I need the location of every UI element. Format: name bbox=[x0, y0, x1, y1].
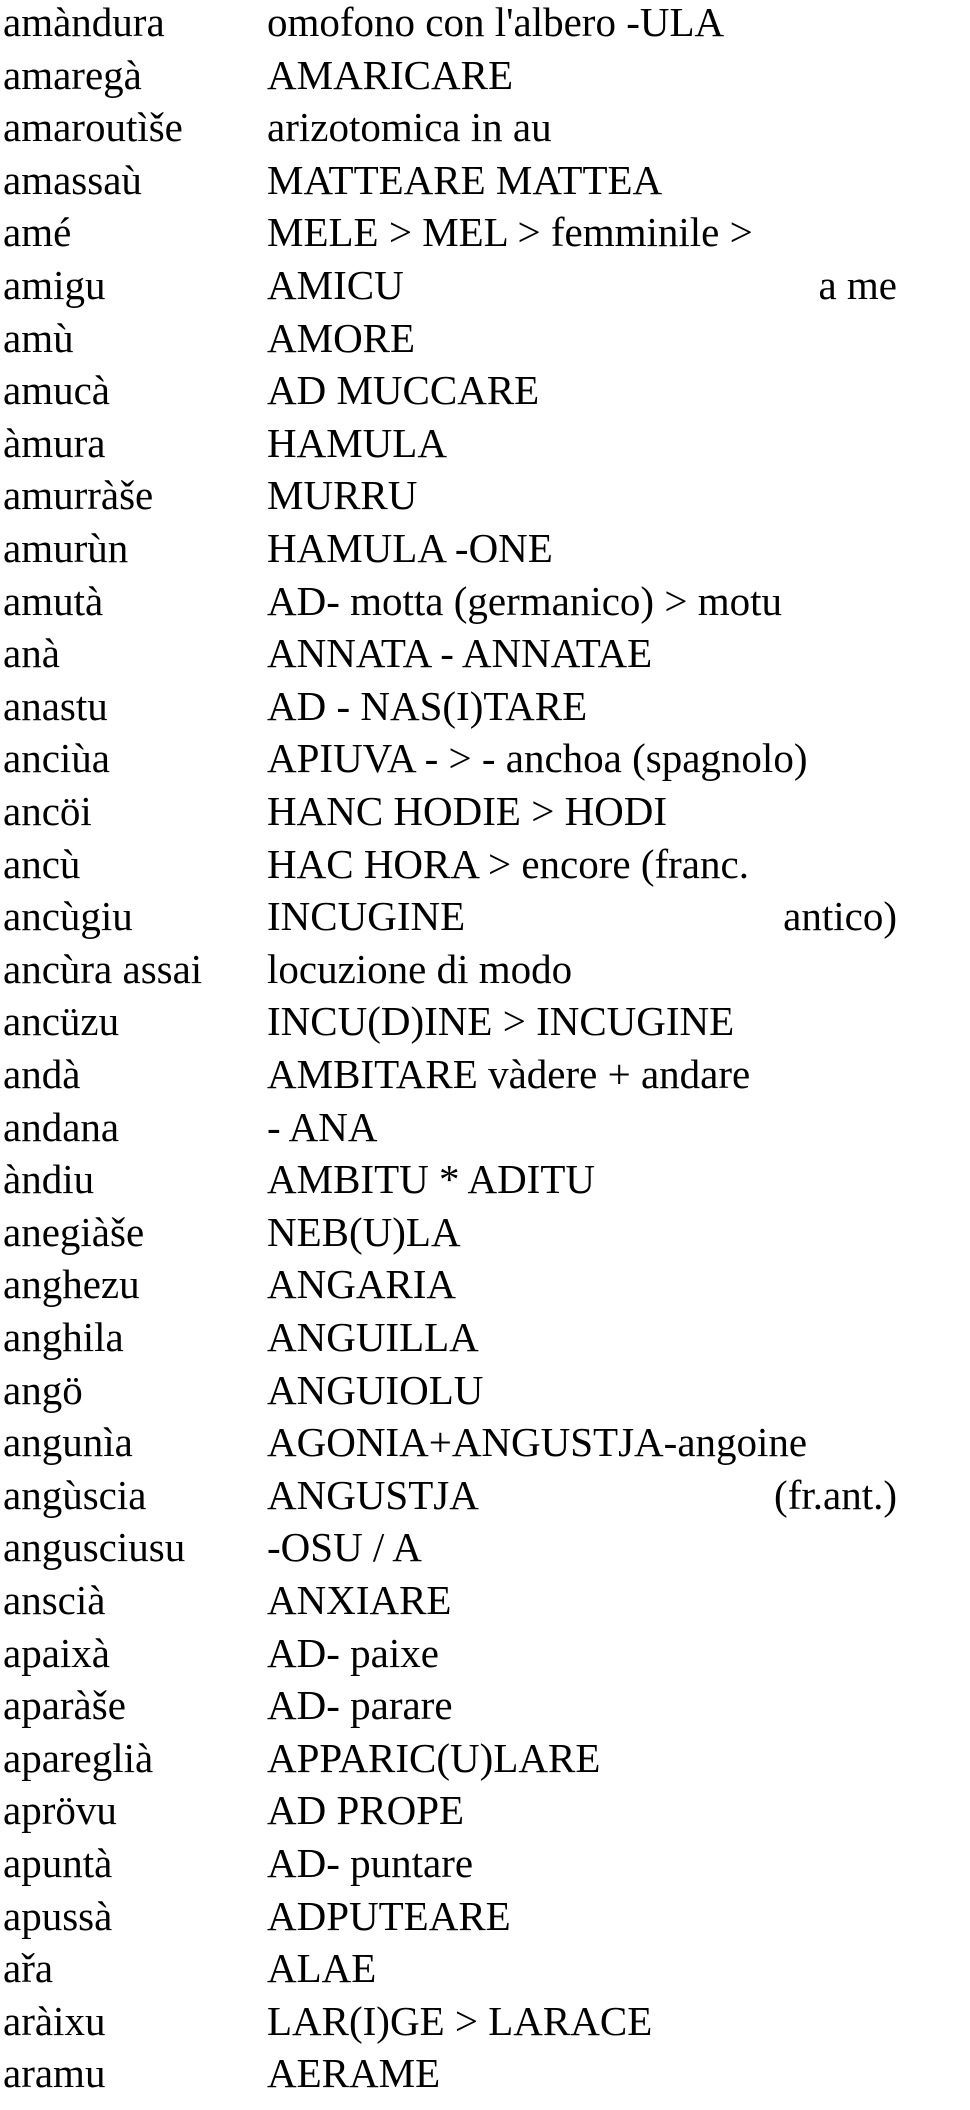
entry-term: anegiàše bbox=[3, 1208, 145, 1255]
glossary-entry bbox=[0, 1785, 970, 1838]
glossary-entry bbox=[0, 1891, 970, 1944]
glossary-entry bbox=[0, 1522, 970, 1575]
glossary-entry bbox=[0, 418, 970, 471]
glossary-entry bbox=[0, 576, 970, 629]
entry-term: anghezu bbox=[3, 1261, 140, 1308]
entry-etymology: ANXIARE bbox=[267, 1577, 452, 1623]
entry-etymology: INCUGINE bbox=[267, 893, 466, 940]
entry-term: amigu bbox=[3, 262, 106, 308]
glossary-entry bbox=[0, 1838, 970, 1891]
entry-term: ancùgiu bbox=[3, 893, 133, 940]
entry-note: a me bbox=[818, 262, 897, 308]
glossary-entry bbox=[0, 365, 970, 418]
entry-term: andana bbox=[3, 1103, 120, 1150]
glossary-entry bbox=[0, 891, 970, 944]
glossary-entry bbox=[0, 1575, 970, 1628]
entry-etymology: ANNATA - ANNATAE bbox=[267, 630, 653, 677]
entry-etymology: ANGARIA bbox=[267, 1261, 457, 1308]
entry-etymology: AGONIA+ANGUSTJA-angoine bbox=[267, 1419, 808, 1466]
entry-term: apareglià bbox=[3, 1734, 154, 1781]
entry-etymology: APIUVA - > - anchoa (spagnolo) bbox=[267, 735, 808, 782]
entry-term: ancüzu bbox=[3, 998, 120, 1045]
entry-term: angùscia bbox=[3, 1471, 147, 1518]
entry-term: amaregà bbox=[3, 51, 142, 98]
entry-etymology: AD- parare bbox=[267, 1682, 453, 1729]
entry-term: aramu bbox=[3, 2050, 106, 2097]
glossary-entry bbox=[0, 1154, 970, 1207]
glossary-entry bbox=[0, 1417, 970, 1470]
entry-term: ařa bbox=[3, 1945, 54, 1992]
entry-term: angö bbox=[3, 1366, 83, 1413]
entry-etymology: MURRU bbox=[267, 472, 418, 519]
glossary-entry bbox=[0, 1102, 970, 1155]
entry-etymology: HANC HODIE > HODI bbox=[267, 788, 668, 834]
entry-etymology: AMARICARE bbox=[267, 51, 514, 98]
glossary-entry bbox=[0, 0, 970, 50]
glossary-entry bbox=[0, 470, 970, 523]
entry-etymology: AD MUCCARE bbox=[267, 367, 540, 414]
entry-term: amutà bbox=[3, 577, 104, 624]
glossary-entry bbox=[0, 1733, 970, 1786]
entry-etymology: AMORE bbox=[267, 314, 416, 361]
glossary-entry bbox=[0, 681, 970, 734]
entry-etymology: AD - NAS(I)TARE bbox=[267, 682, 588, 729]
entry-etymology: INCU(D)INE > INCUGINE bbox=[267, 998, 735, 1045]
entry-term: aprövu bbox=[3, 1787, 117, 1834]
glossary-entry bbox=[0, 839, 970, 892]
glossary-entry bbox=[0, 786, 970, 839]
entry-etymology: AD PROPE bbox=[267, 1787, 465, 1834]
glossary-entry bbox=[0, 1312, 970, 1365]
entry-etymology: AD- puntare bbox=[267, 1840, 474, 1886]
glossary-entry bbox=[0, 1207, 970, 1260]
entry-term: amurùn bbox=[3, 525, 129, 571]
entry-term: amàndura bbox=[3, 0, 165, 45]
glossary-entry bbox=[0, 155, 970, 208]
entry-etymology: APPARIC(U)LARE bbox=[267, 1734, 601, 1781]
glossary-entry bbox=[0, 1680, 970, 1733]
entry-etymology: HAMULA -ONE bbox=[267, 525, 553, 571]
glossary-entry bbox=[0, 628, 970, 681]
entry-etymology: ANGUILLA bbox=[267, 1314, 479, 1360]
entry-term: anscià bbox=[3, 1577, 106, 1623]
entry-etymology: NEB(U)LA bbox=[267, 1208, 461, 1255]
glossary-entry bbox=[0, 523, 970, 576]
entry-etymology: - ANA bbox=[267, 1103, 378, 1150]
glossary-entry bbox=[0, 207, 970, 260]
entry-etymology: HAMULA bbox=[267, 419, 447, 466]
entry-etymology: ANGUIOLU bbox=[267, 1366, 484, 1413]
entry-etymology: MELE > MEL > femminile > bbox=[267, 209, 753, 256]
entry-note: antico) bbox=[783, 893, 897, 940]
glossary-entry bbox=[0, 102, 970, 155]
entry-etymology: AMBITU * ADITU bbox=[267, 1156, 595, 1203]
glossary-entry bbox=[0, 1628, 970, 1681]
glossary-entry bbox=[0, 1996, 970, 2049]
entry-etymology: AD- paixe bbox=[267, 1629, 439, 1676]
entry-term: angusciusu bbox=[3, 1524, 186, 1571]
glossary-entry bbox=[0, 1049, 970, 1102]
glossary-entry bbox=[0, 1365, 970, 1418]
entry-etymology: AMICU bbox=[267, 262, 404, 308]
entry-etymology: locuzione di modo bbox=[267, 945, 573, 992]
glossary-entry bbox=[0, 50, 970, 103]
entry-term: ancöi bbox=[3, 788, 92, 834]
entry-etymology: -OSU / A bbox=[267, 1524, 422, 1571]
entry-term: apaixà bbox=[3, 1629, 110, 1676]
glossary-entry bbox=[0, 260, 970, 313]
glossary-entry bbox=[0, 1943, 970, 1996]
glossary-entry bbox=[0, 996, 970, 1049]
entry-term: anghila bbox=[3, 1314, 124, 1360]
entry-etymology: HAC HORA > encore (franc. bbox=[267, 840, 749, 887]
glossary-entry bbox=[0, 313, 970, 366]
entry-term: amucà bbox=[3, 367, 110, 414]
entry-term: aràixu bbox=[3, 1997, 106, 2044]
glossary-entry bbox=[0, 2048, 970, 2101]
entry-term: apuntà bbox=[3, 1840, 113, 1886]
entry-etymology: ALAE bbox=[267, 1945, 377, 1992]
entry-term: amaroutìše bbox=[3, 104, 183, 151]
entry-term: ancù bbox=[3, 840, 81, 887]
entry-term: anà bbox=[3, 630, 60, 677]
entry-term: ancùra assai bbox=[3, 945, 203, 992]
entry-etymology: AERAME bbox=[267, 2050, 441, 2097]
entry-etymology: arizotomica in au bbox=[267, 104, 552, 151]
entry-etymology: ADPUTEARE bbox=[267, 1892, 511, 1939]
glossary-entry bbox=[0, 944, 970, 997]
glossary-entry bbox=[0, 1470, 970, 1523]
entry-term: àmura bbox=[3, 419, 106, 466]
entry-term: amurràše bbox=[3, 472, 154, 519]
entry-term: aparàše bbox=[3, 1682, 126, 1729]
entry-term: àndiu bbox=[3, 1156, 95, 1203]
entry-term: anciùa bbox=[3, 735, 110, 782]
entry-etymology: LAR(I)GE > LARACE bbox=[267, 1997, 653, 2044]
entry-term: amassaù bbox=[3, 156, 142, 203]
entry-term: amé bbox=[3, 209, 72, 256]
entry-term: angunìa bbox=[3, 1419, 133, 1466]
entry-term: amù bbox=[3, 314, 74, 361]
entry-term: apussà bbox=[3, 1892, 113, 1939]
entry-term: anastu bbox=[3, 682, 108, 729]
entry-etymology: MATTEARE MATTEA bbox=[267, 156, 663, 203]
entry-etymology: AD- motta (germanico) > motu bbox=[267, 577, 782, 624]
entry-note: (fr.ant.) bbox=[774, 1471, 897, 1518]
entry-etymology: ANGUSTJA bbox=[267, 1471, 479, 1518]
glossary-entry bbox=[0, 733, 970, 786]
glossary-entry bbox=[0, 1259, 970, 1312]
entry-etymology: omofono con l'albero -ULA bbox=[267, 0, 725, 45]
entry-term: andà bbox=[3, 1051, 81, 1097]
entry-etymology: AMBITARE vàdere + andare bbox=[267, 1051, 751, 1097]
